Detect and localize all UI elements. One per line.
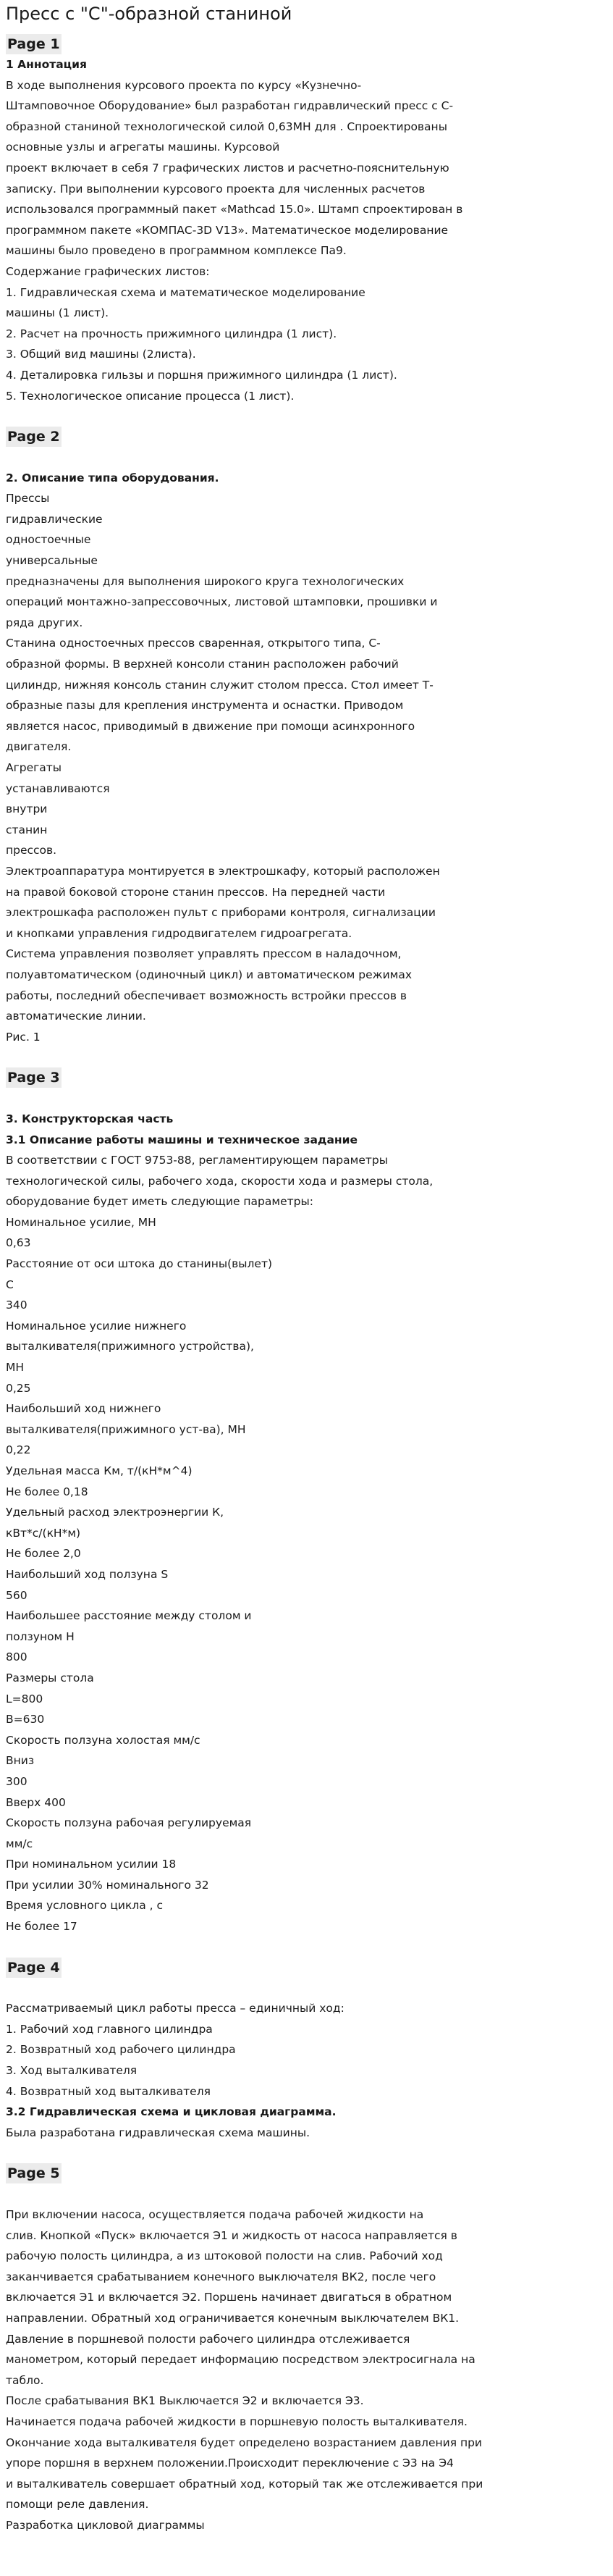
- text-line: одностоечные: [6, 533, 91, 547]
- section-heading: 3.2 Гидравлическая схема и цикловая диаграмма.: [6, 2105, 337, 2119]
- text-line: Электроаппаратура монтируется в электрошкафу, который расположен: [6, 864, 440, 878]
- text-line: 560: [6, 1588, 28, 1602]
- text-line: Номинальное усилие, МН: [6, 1215, 156, 1229]
- page-marker: Page 2: [6, 427, 62, 447]
- text-line: Вверх 400: [6, 1795, 66, 1809]
- text-line: кВт*с/(кН*м): [6, 1526, 81, 1540]
- text-line: универсальные: [6, 554, 98, 568]
- text-line: Агрегаты: [6, 761, 62, 774]
- text-line: записку. При выполнении курсового проекта для численных расчетов: [6, 182, 426, 196]
- text-line: Расстояние от оси штока до станины(вылет): [6, 1257, 273, 1271]
- text-line: полуавтоматическом (одиночный цикл) и автоматическом режимах: [6, 968, 413, 981]
- text-line: образной станиной технологической силой 0,63МН для . Спроектированы: [6, 119, 447, 133]
- text-line: 0,22: [6, 1443, 31, 1457]
- text-line: программном пакете «КОМПАС-3D V13». Математическое моделирование: [6, 223, 449, 237]
- text-line: и кнопками управления гидродвигателем гидроагрегата.: [6, 926, 352, 940]
- text-line: Рассматриваемый цикл работы пресса – единичный ход:: [6, 2002, 344, 2015]
- text-line: 1. Рабочий ход главного цилиндра: [6, 2022, 213, 2036]
- blank-line: [6, 447, 613, 468]
- text-line: упоре поршня в верхнем положении.Происходит переключение с Э3 на Э4: [6, 2457, 454, 2470]
- text-line: заканчивается срабатыванием конечного выключателя ВК2, после чего: [6, 2270, 436, 2283]
- text-line: Станина одностоечных прессов сваренная, открытого типа, С-: [6, 637, 381, 650]
- text-line: Время условного цикла , с: [6, 1899, 164, 1913]
- page-block: [0, 34, 613, 406]
- document-title: Пресс с "С"-образной станиной: [6, 4, 292, 24]
- text-line: Наибольшее расстояние между столом и: [6, 1609, 252, 1623]
- text-line: технологической силы, рабочего хода, скорости хода и размеры стола,: [6, 1174, 434, 1188]
- text-line: Номинальное усилие нижнего: [6, 1319, 187, 1333]
- text-line: машины (1 лист).: [6, 306, 109, 320]
- section-heading: 3.1 Описание работы машины и техническое задание: [6, 1133, 358, 1146]
- text-line: образной формы. В верхней консоли станин расположен рабочий: [6, 658, 399, 671]
- text-line: автоматические линии.: [6, 1010, 146, 1023]
- text-line: и выталкиватель совершает обратный ход, который так же отслеживается при: [6, 2477, 483, 2491]
- text-line: использовался программный пакет «Mathcad 15.0». Штамп спроектирован в: [6, 203, 463, 217]
- text-line: оборудование будет иметь следующие параметры:: [6, 1195, 313, 1209]
- text-line: помощи реле давления.: [6, 2498, 149, 2512]
- text-line: Вниз: [6, 1754, 35, 1768]
- text-line: Разработка цикловой диаграммы: [6, 2518, 205, 2532]
- text-line: 0,63: [6, 1236, 31, 1250]
- text-line: Давление в поршневой полости рабочего цилиндра отслеживается: [6, 2332, 410, 2346]
- text-line: выталкивателя(прижимного уст-ва), МН: [6, 1422, 246, 1436]
- text-line: табло.: [6, 2373, 44, 2387]
- text-line: Рис. 1: [6, 1030, 41, 1044]
- text-line: 4. Возвратный ход выталкивателя: [6, 2084, 211, 2098]
- text-line: электрошкафа расположен пульт с приборами контроля, сигнализации: [6, 906, 436, 920]
- text-line: В соответствии с ГОСТ 9753-88, регламентирующем параметры: [6, 1154, 388, 1167]
- text-line: Удельный расход электроэнергии К,: [6, 1506, 224, 1519]
- page-block: [0, 1047, 613, 1937]
- text-line: Удельная масса Км, т/(кН*м^4): [6, 1464, 193, 1477]
- section-heading: 2. Описание типа оборудования.: [6, 471, 219, 484]
- page-block: [0, 2143, 613, 2535]
- text-line: на правой боковой стороне станин прессов. На передней части: [6, 885, 386, 899]
- text-line: При усилии 30% номинального 32: [6, 1878, 209, 1892]
- blank-line: [6, 2183, 613, 2204]
- blank-line: [6, 1978, 613, 1999]
- page-marker: Page 4: [6, 1958, 62, 1978]
- text-line: В ходе выполнения курсового проекта по курсу «Кузнечно-: [6, 78, 362, 92]
- section-heading: 1 Аннотация: [6, 58, 87, 71]
- page-marker: Page 5: [6, 2163, 62, 2183]
- text-line: прессов.: [6, 844, 57, 857]
- text-line: Наибольший ход нижнего: [6, 1402, 161, 1416]
- text-line: манометром, который передает информацию посредством электросигнала на: [6, 2353, 475, 2367]
- text-line: С: [6, 1277, 14, 1291]
- text-line: предназначены для выполнения широкого круга технологических: [6, 574, 405, 588]
- page-marker: Page 3: [6, 1067, 62, 1088]
- text-line: 2. Возвратный ход рабочего цилиндра: [6, 2043, 236, 2057]
- text-line: 2. Расчет на прочность прижимного цилиндра (1 лист).: [6, 327, 337, 340]
- text-line: 1. Гидравлическая схема и математическое моделирование: [6, 285, 365, 299]
- text-line: проект включает в себя 7 графических листов и расчетно-пояснительную: [6, 161, 449, 175]
- text-line: ползуном Н: [6, 1629, 75, 1643]
- text-line: Прессы: [6, 492, 50, 505]
- blank-line: [6, 1088, 613, 1109]
- text-line: 0,25: [6, 1381, 31, 1395]
- text-line: Скорость ползуна холостая мм/с: [6, 1733, 200, 1747]
- text-line: операций монтажно-запрессовочных, листовой штамповки, прошивки и: [6, 595, 438, 609]
- text-line: Была разработана гидравлическая схема машины.: [6, 2126, 310, 2139]
- text-line: двигателя.: [6, 740, 72, 754]
- text-line: станин: [6, 823, 48, 836]
- text-line: внутри: [6, 802, 48, 816]
- text-line: Скорость ползуна рабочая регулируемая: [6, 1816, 252, 1830]
- text-line: Наибольший ход ползуна S: [6, 1567, 169, 1581]
- text-line: образные пазы для крепления инструмента и оснастки. Приводом: [6, 699, 404, 713]
- text-line: Начинается подача рабочей жидкости в поршневую полость выталкивателя.: [6, 2415, 468, 2428]
- text-line: После срабатывания ВК1 Выключается Э2 и включается Э3.: [6, 2394, 364, 2408]
- text-line: 800: [6, 1650, 28, 1664]
- text-line: включается Э1 и включается Э2. Поршень начинает двигаться в обратном: [6, 2291, 452, 2304]
- text-line: гидравлические: [6, 512, 103, 526]
- text-line: цилиндр, нижняя консоль станин служит столом пресса. Стол имеет Т-: [6, 678, 434, 692]
- text-line: мм/с: [6, 1837, 33, 1850]
- section-heading: 3. Конструкторская часть: [6, 1112, 174, 1125]
- text-line: 3. Общий вид машины (2листа).: [6, 348, 196, 361]
- text-line: Содержание графических листов:: [6, 264, 210, 278]
- text-line: машины было проведено в программном комплексе Па9.: [6, 244, 347, 258]
- text-line: При включении насоса, осуществляется подача рабочей жидкости на: [6, 2208, 424, 2221]
- text-line: ряда других.: [6, 616, 83, 629]
- text-line: 340: [6, 1299, 28, 1312]
- text-line: работы, последний обеспечивает возможность встройки прессов в: [6, 989, 407, 1002]
- page-block: [0, 1937, 613, 2144]
- text-line: выталкивателя(прижимного устройства),: [6, 1340, 254, 1354]
- text-line: 5. Технологическое описание процесса (1 лист).: [6, 389, 295, 403]
- text-line: Штамповочное Оборудование» был разработан гидравлический пресс с С-: [6, 99, 454, 113]
- text-line: слив. Кнопкой «Пуск» включается Э1 и жидкость от насоса направляется в: [6, 2228, 457, 2242]
- page-list: [0, 34, 613, 2536]
- text-line: является насос, приводимый в движение при помощи асинхронного: [6, 719, 415, 733]
- text-line: L=800: [6, 1692, 43, 1706]
- text-line: МН: [6, 1361, 25, 1375]
- text-line: При номинальном усилии 18: [6, 1858, 177, 1871]
- text-line: Не более 2,0: [6, 1547, 81, 1561]
- text-line: Размеры стола: [6, 1671, 94, 1685]
- text-line: устанавливаются: [6, 781, 110, 795]
- text-line: B=630: [6, 1713, 45, 1727]
- text-line: основные узлы и агрегаты машины. Курсовой: [6, 140, 280, 154]
- page-marker: Page 1: [6, 34, 62, 54]
- text-line: направлении. Обратный ход ограничивается конечным выключателем ВК1.: [6, 2311, 460, 2325]
- text-line: 4. Деталировка гильзы и поршня прижимного цилиндра (1 лист).: [6, 368, 397, 382]
- page-block: [0, 406, 613, 1047]
- text-line: Не более 0,18: [6, 1485, 88, 1498]
- text-line: Не более 17: [6, 1920, 77, 1934]
- text-line: рабочую полость цилиндра, а из штоковой полости на слив. Рабочий ход: [6, 2249, 443, 2263]
- text-line: Окончание хода выталкивателя будет определено возрастанием давления при: [6, 2436, 482, 2449]
- text-line: 3. Ход выталкивателя: [6, 2064, 138, 2078]
- text-line: Система управления позволяет управлять прессом в наладочном,: [6, 947, 402, 961]
- text-line: 300: [6, 1774, 28, 1788]
